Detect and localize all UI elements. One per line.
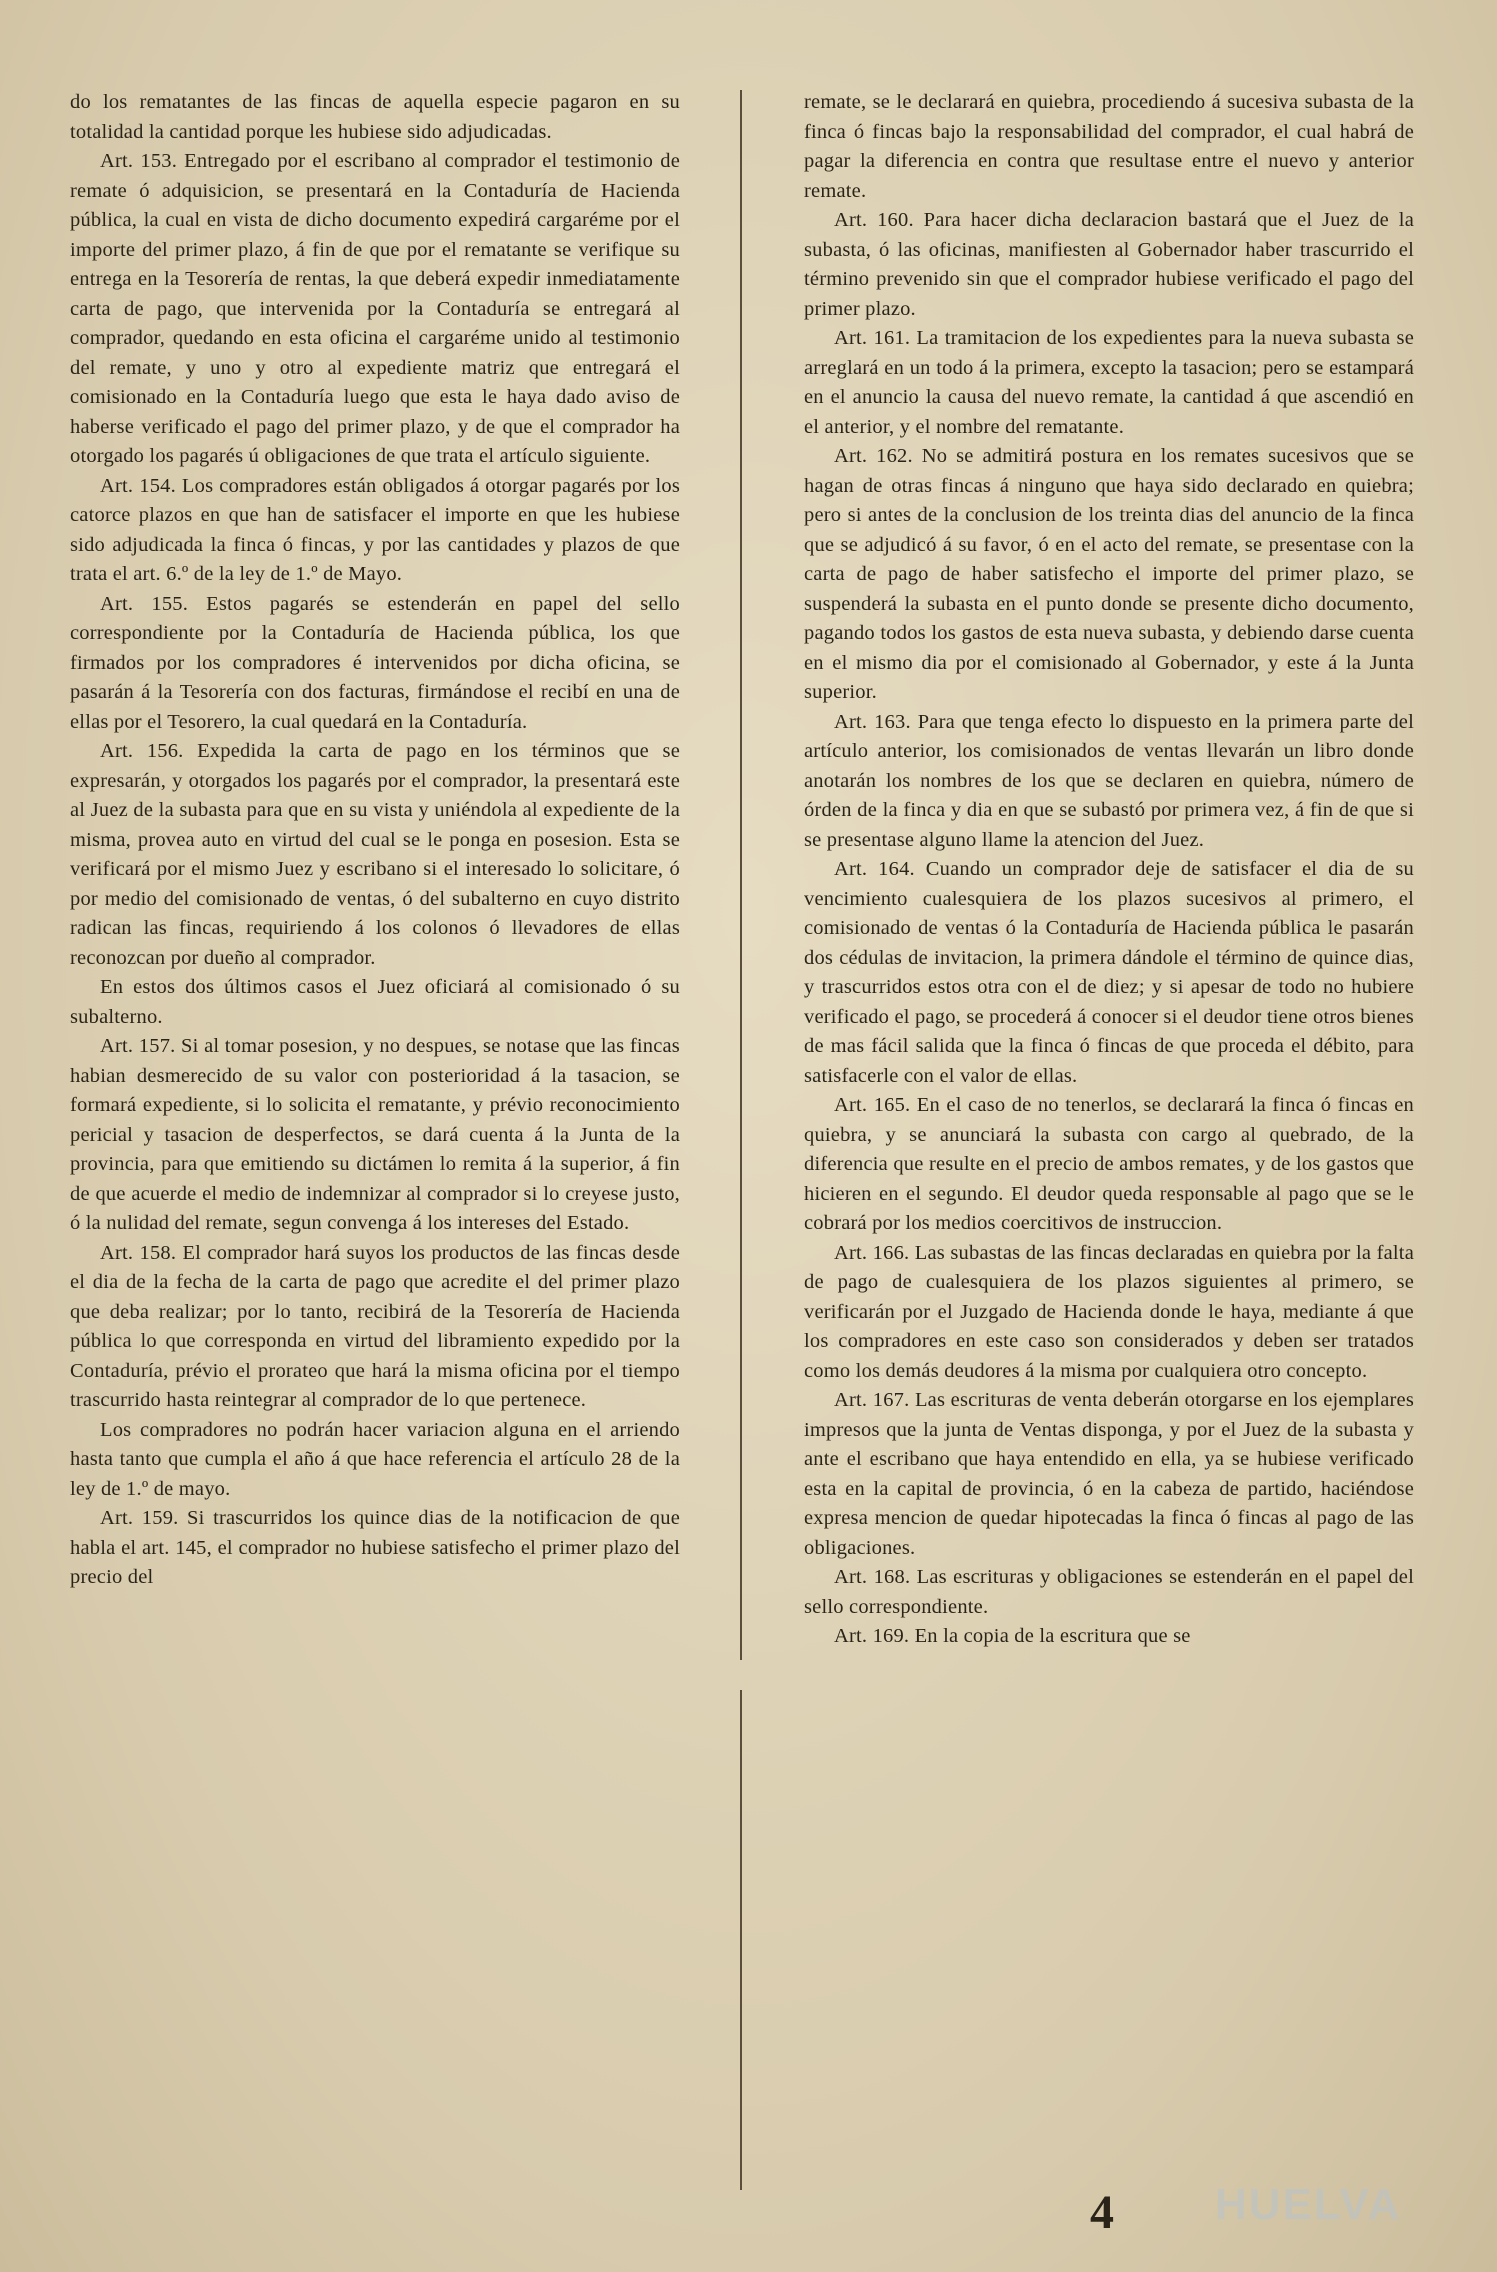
paragraph: En estos dos últimos casos el Juez oficiará al comisionado ó su subalterno. — [70, 976, 680, 1028]
paragraph: remate, se le declarará en quiebra, procediendo á sucesiva subasta de la finca ó fincas bajo la responsabilidad del comprador, el cual habrá de pagar la diferencia en contra que resultase entre el nuevo y anterior remate. — [804, 91, 1414, 202]
paragraph: Art. 155. Estos pagarés se estenderán en papel del sello correspondiente por la Contaduría de Hacienda pública, los que firmados por los compradores é intervenidos por dicha oficina, se pasarán á la Tesorería con dos facturas, firmándose el recibí en una de ellas por el Tesorero, la cual quedará en la Contaduría. — [70, 592, 680, 733]
right-column — [804, 88, 1414, 1652]
paragraph: Art. 169. En la copia de la escritura que se — [834, 1625, 1191, 1647]
column-divider-bottom — [740, 1690, 742, 2190]
page-number: 4 — [1090, 2186, 1114, 2239]
archive-watermark: HUELVA — [1215, 2180, 1402, 2229]
paragraph: Art. 168. Las escrituras y obligaciones se estenderán en el papel del sello correspondiente. — [804, 1566, 1414, 1618]
paragraph: Art. 166. Las subastas de las fincas declaradas en quiebra por la falta de pago de cualesquiera de los plazos siguientes al primero, se verificarán por el Juzgado de Hacienda donde le haya, mediante á que los compradores en este caso son considerados y deben ser tratados como los demás deudores á la misma por cualquiera otro concepto. — [804, 1241, 1414, 1382]
paragraph: Art. 158. El comprador hará suyos los productos de las fincas desde el dia de la fecha de la carta de pago que acredite el del primer plazo que deba realizar; por lo tanto, recibirá de la Tesorería de Hacienda pública lo que corresponda en virtud del libramiento expedido por la Contaduría, prévio el prorateo que hará la misma oficina por el tiempo trascurrido hasta reintegrar al comprador de lo que pertenece. — [70, 1241, 680, 1411]
paragraph: Art. 162. No se admitirá postura en los remates sucesivos que se hagan de otras fincas á ninguno que haya sido declarado en quiebra; pero si antes de la conclusion de los treinta dias del anuncio de la finca que se adjudicó á su favor, ó en el acto del remate, se presentase con la carta de pago de haber satisfecho el importe del primer plazo, se suspenderá la subasta en el punto donde se presente dicho documento, pagando todos los gastos de esta nueva subasta, y debiendo darse cuenta en el mismo dia por el comisionado al Gobernador, y este á la Junta superior. — [804, 445, 1414, 703]
paragraph: Art. 160. Para hacer dicha declaracion bastará que el Juez de la subasta, ó las oficinas, manifiesten al Gobernador haber trascurrido el término prevenido sin que el comprador hubiese verificado el pago del primer plazo. — [804, 209, 1414, 320]
paragraph: Art. 156. Expedida la carta de pago en los términos que se expresarán, y otorgados los pagarés por el comprador, la presentará este al Juez de la subasta para que en su vista y uniéndola al expediente de la misma, provea auto en virtud del cual se le ponga en posesion. Esta se verificará por el mismo Juez y escribano si el interesado lo solicitare, ó por medio del comisionado de ventas, ó del subalterno en cuyo distrito radican las fincas, requiriendo á los colonos ó llevadores de ellas reconozcan por dueño al comprador. — [70, 740, 680, 969]
paragraph: Art. 154. Los compradores están obligados á otorgar pagarés por los catorce plazos en que han de satisfacer el importe en que les hubiese sido adjudicada la finca ó fincas, y por las cantidades y plazos de que trata el art. 6.º de la ley de 1.º de Mayo. — [70, 474, 680, 585]
paragraph: do los rematantes de las fincas de aquella especie pagaron en su totalidad la cantidad porque les hubiese sido adjudicadas. — [70, 91, 680, 143]
paragraph: Los compradores no podrán hacer variacion alguna en el arriendo hasta tanto que cumpla el año á que hace referencia el artículo 28 de la ley de 1.º de mayo. — [70, 1418, 680, 1500]
left-column — [70, 88, 680, 1593]
paragraph: Art. 157. Si al tomar posesion, y no despues, se notase que las fincas habian desmerecido de su valor con posterioridad á la tasacion, se formará expediente, si lo solicita el rematante, y prévio reconocimiento pericial y tasacion de desperfectos, se dará cuenta á la Junta de la provincia, para que emitiendo su dictámen lo remita á la superior, á fin de que acuerde el medio de indemnizar al comprador si lo creyese justo, ó la nulidad del remate, segun convenga á los intereses del Estado. — [70, 1035, 680, 1234]
column-divider-top — [740, 90, 742, 1660]
paragraph: Art. 163. Para que tenga efecto lo dispuesto en la primera parte del artículo anterior, los comisionados de ventas llevarán un libro donde anotarán los nombres de los que se declaren en quiebra, número de órden de la finca y dia en que se subastó por primera vez, á fin de que si se presentase alguno llame la atencion del Juez. — [804, 710, 1414, 851]
paragraph: Art. 164. Cuando un comprador deje de satisfacer el dia de su vencimiento cualesquiera de los plazos sucesivos al primero, el comisionado de ventas ó la Contaduría de Hacienda pública le pasarán dos cédulas de invitacion, la primera dándole el término de quince dias, y trascurridos estos otra con el de diez; y si apesar de todo no hubiere verificado el pago, se procederá á conocer si el deudor tiene otros bienes de mas fácil salida que la finca ó fincas de que proceda el débito, para satisfacerle con el valor de ellas. — [804, 858, 1414, 1087]
paragraph: Art. 165. En el caso de no tenerlos, se declarará la finca ó fincas en quiebra, y se anunciará la subasta con cargo al quebrado, de la diferencia que resulte en el precio de ambos remates, y de los gastos que hicieren en el segundo. El deudor queda responsable al pago que se le cobrará por los medios coercitivos de instruccion. — [804, 1094, 1414, 1234]
paragraph: Art. 153. Entregado por el escribano al comprador el testimonio de remate ó adquisicion, se presentará en la Contaduría de Hacienda pública, la cual en vista de dicho documento expedirá cargaréme por el importe del primer plazo, á fin de que por el rematante se verifique su entrega en la Tesorería de rentas, la que deberá expedir inmediatamente carta de pago, que intervenida por la Contaduría se entregará al comprador, quedando en esta oficina el cargaréme unido al testimonio del remate, y uno y otro al expediente matriz que entregará el comisionado en la Contaduría luego que esta le haya dado aviso de haberse verificado el pago del primer plazo, y de que el comprador ha otorgado los pagarés ú obligaciones de que trata el artículo siguiente. — [70, 150, 680, 467]
paragraph: Art. 167. Las escrituras de venta deberán otorgarse en los ejemplares impresos que la junta de Ventas disponga, y por el Juez de la subasta y ante el escribano que haya entendido en ella, ya se hubiese verificado esta en la capital de provincia, ó en la cabeza de partido, haciéndose expresa mencion de quedar hipotecadas la finca ó fincas al pago de las obligaciones. — [804, 1389, 1414, 1559]
paragraph: Art. 159. Si trascurridos los quince dias de la notificacion de que habla el art. 145, el comprador no hubiese satisfecho el primer plazo del precio del — [70, 1507, 680, 1588]
paragraph: Art. 161. La tramitacion de los expedientes para la nueva subasta se arreglará en un todo á la primera, excepto la tasacion; pero se estampará en el anuncio la causa del nuevo remate, la cantidad á que ascendió en el anterior, y el nombre del rematante. — [804, 327, 1414, 438]
